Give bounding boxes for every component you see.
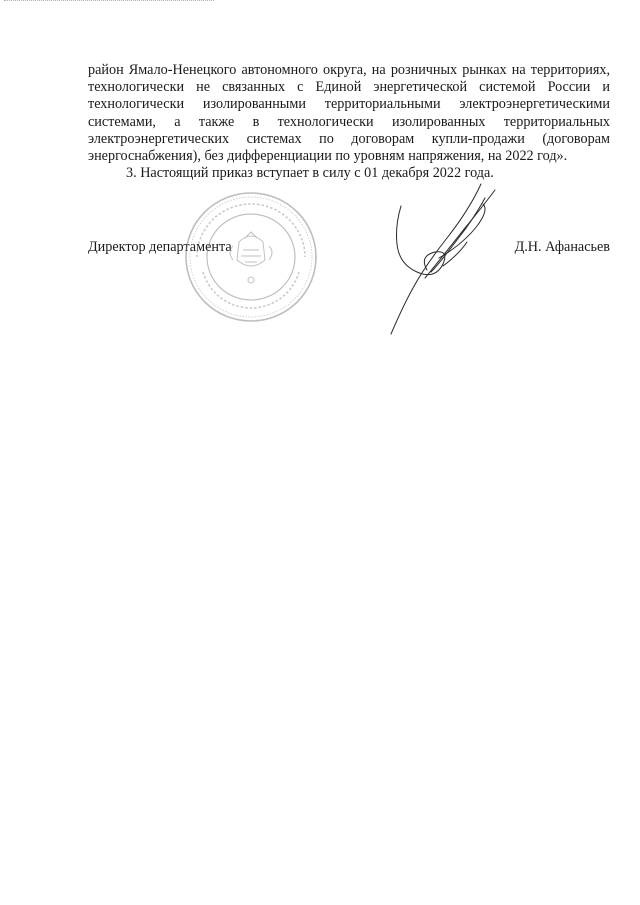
signer-name: Д.Н. Афанасьев	[514, 239, 610, 255]
paragraph-continuation: район Ямало-Ненецкого автономного округа, на розничных рынках на территориях, технологически не связанных с Единой энергетической системой России и технологически изолированными территориальными электроэнергетическими системами, а также в технологически изолированных территориальных электроэнергетических системах по договорам купли-продажи (договорам энергоснабжения), без дифференциации по уровням напряжения, на 2022 год».	[88, 62, 610, 165]
signer-position-title: Директор департамента	[88, 239, 232, 255]
clause-3: 3. Настоящий приказ вступает в силу с 01 декабря 2022 года.	[126, 165, 494, 182]
official-seal-stamp	[183, 190, 319, 324]
scan-top-edge	[4, 0, 214, 1]
signature-block	[88, 239, 610, 259]
handwritten-signature	[373, 180, 513, 340]
document-body	[88, 62, 610, 182]
